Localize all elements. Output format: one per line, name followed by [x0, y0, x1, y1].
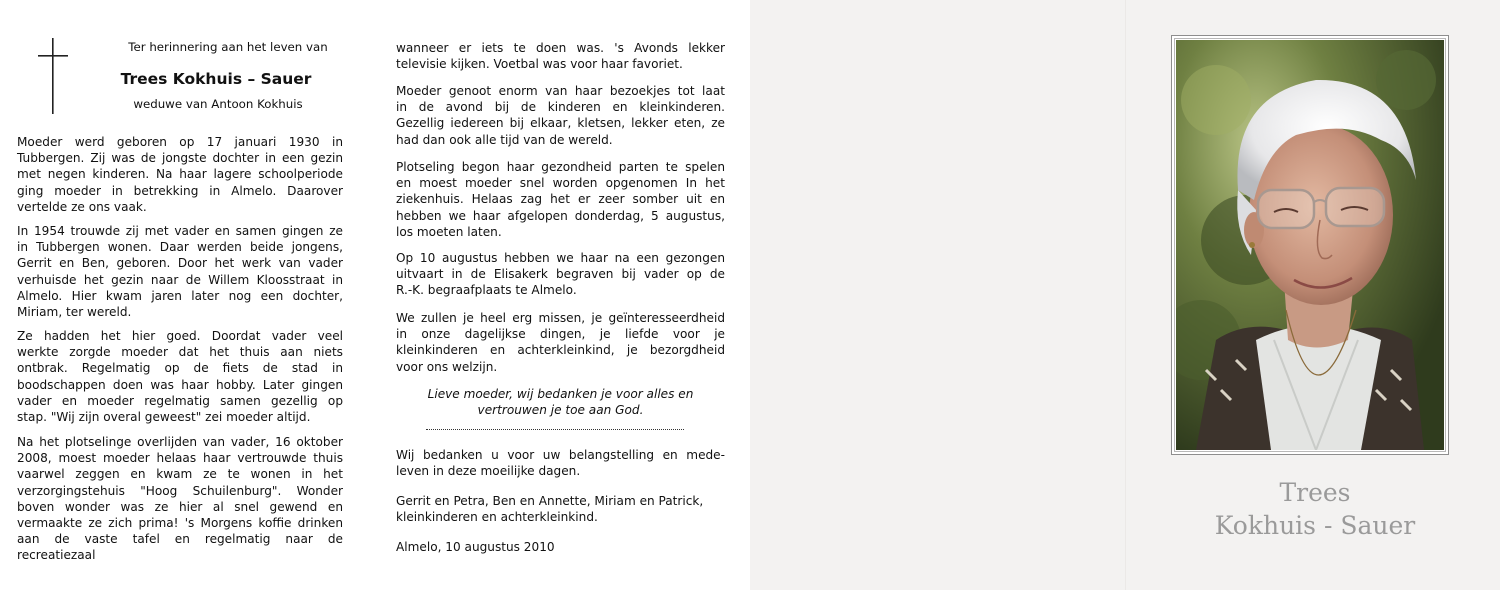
text-line: vertelde ze ons vaak.: [17, 199, 147, 214]
text-line: aan de vaste tafel en regelmatig naar de: [17, 532, 343, 547]
text-line: vertrouwen je toe aan God.: [477, 403, 644, 418]
text-line: Ze hadden het hier goed. Doordat vader veel: [17, 329, 343, 343]
text-line: Wij bedanken u voor uw belangstelling en mede-: [396, 448, 725, 462]
cover-first-name: Trees: [1279, 478, 1351, 507]
text-line: in de avond bij de kinderen en kleinkinderen.: [396, 100, 725, 115]
paragraph-care-home: [17, 434, 343, 564]
closing-quote: [396, 386, 725, 418]
text-line: kleinkinderen en achterkleinkind, je bezorgdheid: [396, 343, 725, 358]
portrait-photo: [1176, 40, 1444, 450]
latin-cross-icon: [38, 38, 68, 114]
text-line: uitvaart in de Elisakerk begraven bij vader op de: [396, 267, 725, 282]
text-line: Na het plotselinge overlijden van vader, 16 oktober: [17, 435, 343, 449]
text-line: los moeten laten.: [396, 224, 502, 239]
text-line: In 1954 trouwde zij met vader en samen gingen ze: [17, 224, 343, 238]
thanks-text: [396, 447, 725, 479]
text-line: vaarwel zeggen en kwam ze te wonen in het: [17, 467, 343, 482]
paragraph-funeral: [396, 250, 725, 299]
text-line: kleinkinderen en achterkleinkind.: [396, 510, 598, 525]
text-line: Tubbergen. Zij was de jongste dochter in een gezin: [17, 151, 343, 166]
paragraph-illness: [396, 159, 725, 240]
text-line: Op 10 augustus hebben we haar na een gezongen: [396, 251, 725, 265]
text-line: boven wonder was ze hier al snel gewend en: [17, 499, 343, 514]
text-line: en moest moeder snel worden opgenomen In het: [396, 176, 725, 191]
header-subtitle: weduwe van Antoon Kokhuis: [133, 97, 303, 111]
text-line: vermaakte ze zich prima! 's Morgens koffie drinken: [17, 516, 343, 531]
text-line: werkte zorgde moeder dat het thuis aan niets: [17, 345, 343, 360]
photo-frame: [1171, 35, 1449, 455]
text-line: voor ons welzijn.: [396, 359, 498, 374]
text-line: hebben we haar afgelopen donderdag, 5 augustus,: [396, 208, 725, 223]
text-line: Lieve moeder, wij bedanken je voor alles en: [427, 387, 694, 401]
text-line: Gerrit en Ben, geboren. Door het werk van vader: [17, 256, 343, 271]
text-line: verhuisde het gezin naar de Willem Kloosstraat in: [17, 272, 343, 287]
paragraph-birth: [17, 134, 343, 215]
text-line: Plotseling begon haar gezondheid parten te spelen: [396, 160, 725, 174]
text-line: leven in deze moeilijke dagen.: [396, 464, 581, 479]
text-line: 2008, moest moeder helaas haar vertrouwde thuis: [17, 451, 343, 466]
text-line: Gerrit en Petra, Ben en Annette, Miriam en Patrick,: [396, 494, 704, 508]
text-line: recreatiezaal: [17, 548, 96, 563]
text-line: in onze dagelijkse dingen, je liefde voor je: [396, 327, 725, 342]
cover-surname: Kokhuis - Sauer: [1214, 511, 1416, 540]
fold-line: [1125, 0, 1126, 590]
text-line: R.-K. begraafplaats te Almelo.: [396, 283, 577, 298]
text-line: in Tubbergen wonen. Daar werden beide jongens,: [17, 240, 343, 255]
header-intro: Ter herinnering aan het leven van: [128, 40, 328, 54]
text-line: We zullen je heel erg missen, je geïnteresseerdheid: [396, 311, 725, 325]
family-names: [396, 493, 725, 525]
text-line: met negen kinderen. Na haar lagere schoolperiode: [17, 167, 343, 182]
text-line: stap. "Wij zijn overal geweest" zei moeder altijd.: [17, 410, 311, 425]
text-line: televisie kijken. Voetbal was voor haar favoriet.: [396, 57, 683, 72]
text-line: boodschappen doen was haar hobby. Later gingen: [17, 377, 343, 392]
text-line: Moeder werd geboren op 17 januari 1930 in: [17, 135, 343, 149]
text-line: had dan ook alle tijd van de wereld.: [396, 132, 613, 147]
paragraph-visits: [396, 83, 725, 148]
text-line: Gezellig iedereen bij elkaar, kletsen, lekker eten, ze: [396, 116, 725, 131]
text-line: verzorgingstehuis "Hoog Schuilenburg". Wonder: [17, 483, 343, 498]
place-date: Almelo, 10 augustus 2010: [396, 540, 555, 554]
text-line: ziekenhuis. Helaas zag het er zeer somber uit en: [396, 192, 725, 207]
paragraph-missing: [396, 310, 725, 375]
text-line: ontbrak. Regelmatig op de fiets de stad in: [17, 361, 343, 376]
text-line: vader en moeder regelmatig samen gezellig op: [17, 393, 343, 408]
text-line: Miriam, ter wereld.: [17, 305, 132, 320]
paragraph-evenings: [396, 40, 725, 72]
text-line: ging moeder in betrekking in Almelo. Daarover: [17, 183, 343, 198]
dotted-divider: [426, 429, 684, 430]
paragraph-life: [17, 328, 343, 425]
text-line: wanneer er iets te doen was. 's Avonds lekker: [396, 41, 725, 55]
text-line: Moeder genoot enorm van haar bezoekjes tot laat: [396, 84, 725, 98]
text-line: Almelo. Hier kwam jaren later nog een dochter,: [17, 288, 343, 303]
deceased-name: Trees Kokhuis – Sauer: [120, 70, 312, 88]
paragraph-marriage: [17, 223, 343, 320]
